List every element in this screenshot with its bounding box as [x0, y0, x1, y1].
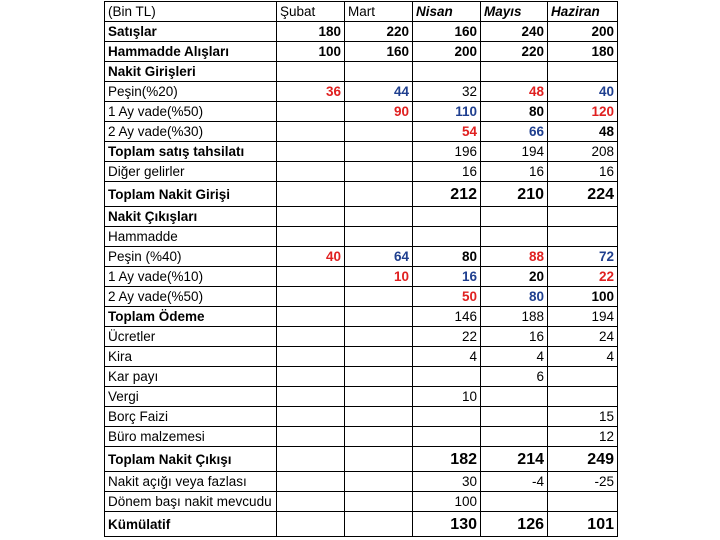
- value-cell: [277, 142, 345, 162]
- value-cell: [548, 62, 618, 82]
- value-cell: [345, 307, 413, 327]
- row-label: Büro malzemesi: [105, 427, 277, 447]
- value-cell: 12: [548, 427, 618, 447]
- table-row: [105, 287, 618, 307]
- value-cell: 126: [481, 512, 548, 537]
- row-label: Hammadde: [105, 227, 277, 247]
- table-row: [105, 122, 618, 142]
- value-cell: 16: [413, 267, 481, 287]
- value-cell: 20: [481, 267, 548, 287]
- row-label: Dönem başı nakit mevcudu: [105, 492, 277, 512]
- value-cell: 16: [548, 162, 618, 182]
- value-cell: 54: [413, 122, 481, 142]
- value-cell: 4: [481, 347, 548, 367]
- value-cell: 220: [481, 42, 548, 62]
- table-body: [105, 2, 618, 537]
- header-month-haziran: Haziran: [548, 2, 618, 22]
- row-label: Toplam Ödeme: [105, 307, 277, 327]
- value-cell: [413, 367, 481, 387]
- value-cell: 16: [481, 327, 548, 347]
- value-cell: 48: [548, 122, 618, 142]
- value-cell: 196: [413, 142, 481, 162]
- value-cell: [277, 367, 345, 387]
- row-label: 1 Ay vade(%10): [105, 267, 277, 287]
- value-cell: 66: [481, 122, 548, 142]
- row-label: 2 Ay vade(%30): [105, 122, 277, 142]
- value-cell: 30: [413, 472, 481, 492]
- value-cell: 188: [481, 307, 548, 327]
- table-row: [105, 247, 618, 267]
- table-row: [105, 407, 618, 427]
- value-cell: [345, 327, 413, 347]
- value-cell: 180: [548, 42, 618, 62]
- value-cell: [345, 447, 413, 472]
- row-label: Kira: [105, 347, 277, 367]
- value-cell: 16: [413, 162, 481, 182]
- table-row: [105, 472, 618, 492]
- cash-budget-table: [104, 1, 618, 537]
- header-unit: (Bin TL): [105, 2, 277, 22]
- value-cell: 224: [548, 182, 618, 207]
- value-cell: [277, 287, 345, 307]
- value-cell: 220: [345, 22, 413, 42]
- value-cell: [277, 227, 345, 247]
- value-cell: [277, 492, 345, 512]
- value-cell: [277, 182, 345, 207]
- value-cell: 214: [481, 447, 548, 472]
- value-cell: 194: [481, 142, 548, 162]
- table-row: [105, 387, 618, 407]
- value-cell: [277, 307, 345, 327]
- value-cell: 64: [345, 247, 413, 267]
- value-cell: 22: [413, 327, 481, 347]
- table-row: [105, 367, 618, 387]
- value-cell: [345, 427, 413, 447]
- value-cell: -4: [481, 472, 548, 492]
- header-month-subat: Şubat: [277, 2, 345, 22]
- value-cell: 110: [413, 102, 481, 122]
- value-cell: [277, 512, 345, 537]
- value-cell: [548, 492, 618, 512]
- value-cell: 40: [548, 82, 618, 102]
- value-cell: [481, 492, 548, 512]
- value-cell: [548, 207, 618, 227]
- value-cell: [345, 492, 413, 512]
- value-cell: 120: [548, 102, 618, 122]
- value-cell: [277, 427, 345, 447]
- value-cell: 4: [548, 347, 618, 367]
- value-cell: [345, 367, 413, 387]
- value-cell: 180: [277, 22, 345, 42]
- value-cell: -25: [548, 472, 618, 492]
- value-cell: 80: [481, 287, 548, 307]
- row-label: Borç Faizi: [105, 407, 277, 427]
- value-cell: [345, 122, 413, 142]
- value-cell: 194: [548, 307, 618, 327]
- table-row: [105, 492, 618, 512]
- row-label: Nakit Girişleri: [105, 62, 277, 82]
- value-cell: 40: [277, 247, 345, 267]
- value-cell: [345, 142, 413, 162]
- value-cell: 160: [345, 42, 413, 62]
- value-cell: 48: [481, 82, 548, 102]
- table-row: [105, 62, 618, 82]
- value-cell: [345, 347, 413, 367]
- table-row: [105, 267, 618, 287]
- value-cell: 130: [413, 512, 481, 537]
- value-cell: 160: [413, 22, 481, 42]
- value-cell: 80: [413, 247, 481, 267]
- table-row: [105, 182, 618, 207]
- row-label: Peşin(%20): [105, 82, 277, 102]
- row-label: Satışlar: [105, 22, 277, 42]
- value-cell: [345, 182, 413, 207]
- value-cell: [277, 102, 345, 122]
- value-cell: [481, 407, 548, 427]
- row-label: Vergi: [105, 387, 277, 407]
- value-cell: [413, 62, 481, 82]
- value-cell: [277, 122, 345, 142]
- value-cell: 44: [345, 82, 413, 102]
- value-cell: 24: [548, 327, 618, 347]
- table-row: [105, 162, 618, 182]
- value-cell: 210: [481, 182, 548, 207]
- value-cell: [413, 407, 481, 427]
- value-cell: 88: [481, 247, 548, 267]
- row-label: Toplam Nakit Girişi: [105, 182, 277, 207]
- value-cell: 240: [481, 22, 548, 42]
- row-label: 2 Ay vade(%50): [105, 287, 277, 307]
- value-cell: [413, 427, 481, 447]
- row-label: Ücretler: [105, 327, 277, 347]
- value-cell: [345, 227, 413, 247]
- value-cell: 4: [413, 347, 481, 367]
- value-cell: [481, 207, 548, 227]
- row-label: Peşin (%40): [105, 247, 277, 267]
- value-cell: 50: [413, 287, 481, 307]
- table-row: [105, 82, 618, 102]
- value-cell: [345, 207, 413, 227]
- table-row: [105, 142, 618, 162]
- value-cell: [481, 62, 548, 82]
- table-row: [105, 22, 618, 42]
- header-row: [105, 2, 618, 22]
- table-row: [105, 512, 618, 537]
- header-month-mart: Mart: [345, 2, 413, 22]
- value-cell: 249: [548, 447, 618, 472]
- value-cell: [548, 227, 618, 247]
- value-cell: [548, 367, 618, 387]
- row-label: Nakit Çıkışları: [105, 207, 277, 227]
- table-row: [105, 207, 618, 227]
- value-cell: [277, 162, 345, 182]
- value-cell: [345, 407, 413, 427]
- table-row: [105, 347, 618, 367]
- value-cell: [277, 62, 345, 82]
- table-row: [105, 227, 618, 247]
- value-cell: [413, 207, 481, 227]
- value-cell: [277, 447, 345, 472]
- value-cell: 36: [277, 82, 345, 102]
- value-cell: 32: [413, 82, 481, 102]
- header-month-nisan: Nisan: [413, 2, 481, 22]
- value-cell: 100: [413, 492, 481, 512]
- value-cell: 6: [481, 367, 548, 387]
- value-cell: 72: [548, 247, 618, 267]
- value-cell: [277, 327, 345, 347]
- row-label: Toplam Nakit Çıkışı: [105, 447, 277, 472]
- value-cell: [345, 472, 413, 492]
- row-label: Hammadde Alışları: [105, 42, 277, 62]
- value-cell: 200: [548, 22, 618, 42]
- row-label: Kümülatif: [105, 512, 277, 537]
- value-cell: 200: [413, 42, 481, 62]
- value-cell: 100: [548, 287, 618, 307]
- table-row: [105, 102, 618, 122]
- value-cell: 100: [277, 42, 345, 62]
- value-cell: [413, 227, 481, 247]
- value-cell: [277, 347, 345, 367]
- value-cell: [277, 407, 345, 427]
- row-label: 1 Ay vade(%50): [105, 102, 277, 122]
- value-cell: [345, 287, 413, 307]
- table-row: [105, 447, 618, 472]
- table-row: [105, 42, 618, 62]
- value-cell: 182: [413, 447, 481, 472]
- row-label: Nakit açığı veya fazlası: [105, 472, 277, 492]
- value-cell: [345, 62, 413, 82]
- row-label: Toplam satış tahsilatı: [105, 142, 277, 162]
- value-cell: [345, 162, 413, 182]
- value-cell: 10: [345, 267, 413, 287]
- value-cell: [277, 267, 345, 287]
- value-cell: 146: [413, 307, 481, 327]
- value-cell: 10: [413, 387, 481, 407]
- value-cell: [481, 387, 548, 407]
- table-row: [105, 307, 618, 327]
- value-cell: [277, 387, 345, 407]
- value-cell: [345, 512, 413, 537]
- value-cell: [481, 427, 548, 447]
- value-cell: 212: [413, 182, 481, 207]
- row-label: Diğer gelirler: [105, 162, 277, 182]
- table-row: [105, 327, 618, 347]
- header-month-mayis: Mayıs: [481, 2, 548, 22]
- value-cell: 80: [481, 102, 548, 122]
- value-cell: [548, 387, 618, 407]
- value-cell: 208: [548, 142, 618, 162]
- value-cell: [481, 227, 548, 247]
- value-cell: 90: [345, 102, 413, 122]
- row-label: Kar payı: [105, 367, 277, 387]
- value-cell: [277, 207, 345, 227]
- value-cell: [277, 472, 345, 492]
- value-cell: 22: [548, 267, 618, 287]
- table-row: [105, 427, 618, 447]
- value-cell: 101: [548, 512, 618, 537]
- value-cell: [345, 387, 413, 407]
- value-cell: 15: [548, 407, 618, 427]
- value-cell: 16: [481, 162, 548, 182]
